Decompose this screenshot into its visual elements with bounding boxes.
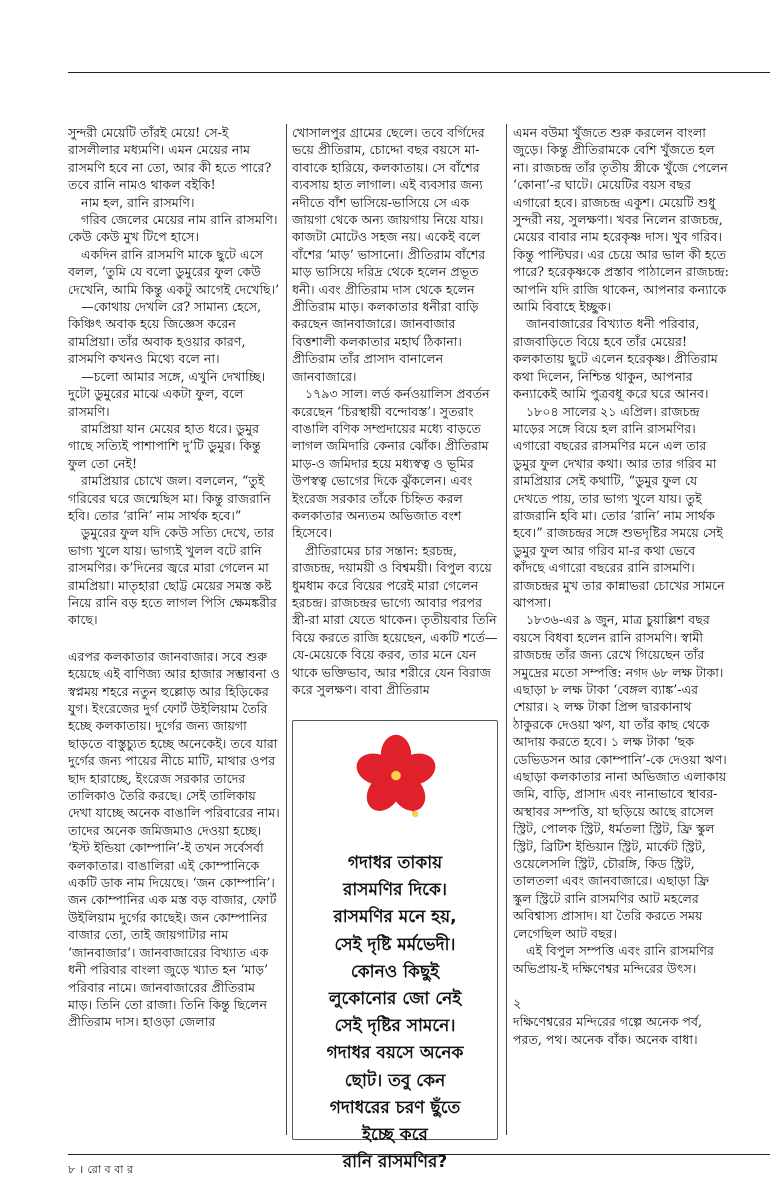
paragraph: জানবাজারের বিখ্যাত ধনী পরিবার, রাজবাড়িতে বিয়ে হবে তাঁর মেয়ের! কলকাতায় ছুটে এলেন হরেকৃষ্ণ। প্রীতিরাম কথা দিলেন, নিশ্চিন্ত থাকুন, আপনার কন্যাকেই আমি পুত্রবধূ করে ঘরে আনব।	[513, 316, 718, 402]
article-column-2	[292, 124, 498, 698]
page-footer	[68, 1154, 770, 1180]
pull-quote-line: গদাধর বয়সে অনেক	[326, 1043, 464, 1064]
paragraph: —কোথায় দেখলি রে? সামান্য হেসে, কিঞ্চিৎ অবাক হয়ে জিজ্ঞেস করেন রামপ্রিয়া। তাঁর অবাক হওয়ার কারণ, রাসমণি কখনও মিথ্যে বলে না।	[68, 299, 262, 367]
pull-quote-box	[292, 720, 498, 1173]
paragraph: খোসালপুর গ্রামের ছেলে। তবে বর্গিদের ভয়ে প্রীতিরাম, চোদ্দো বছর বয়সে মা-বাবাকে হারিয়ে, কলকাতায়। সে বাঁশের ব্যবসায় হাত লাগাল। এই ব্যবসার জন্য নদীতে বাঁশ ভাসিয়ে-ভাসিয়ে সে এক জায়গা থেকে অন্য জায়গায় নিয়ে যায়। কাজটা মোটেও সহজ নয়। একেই বলে বাঁশের ‘মাড়’ ভাসানো। প্রীতিরাম বাঁশের মাড় ভাসিয়ে দরিদ্র থেকে হলেন প্রভূত ধনী। এবং প্রীতিরাম দাস থেকে হলেন প্রীতিরাম মাড়। কলকাতার ধনীরা বাড়ি করছেন জানবাজারে। জানবাজার বিত্তশালী কলকাতার মহার্ঘ ঠিকানা। প্রীতিরাম তাঁর প্রাসাদ বানালেন জানবাজারে।	[292, 125, 486, 384]
paragraph: ১৮৩৬-এর ৯ জুন, মাত্র চুয়াল্লিশ বছর বয়সে বিধবা হলেন রানি রাসমণি। স্বামী রাজচন্দ্র তাঁর জন্য রেখে গিয়েছেন তাঁর সমুদ্রের মতো সম্পত্তি: নগদ ৬৮ লক্ষ টাকা। এছাড়া ৮ লক্ষ টাকা ‘বেঙ্গল ব্যাঙ্ক’-এর শেয়ার। ২ লক্ষ টাকা প্রিন্স দ্বারকানাথ ঠাকুরকে দেওয়া ঋণ, যা তাঁর কাছ থেকে আদায় করতে হবে। ১ লক্ষ টাকা ‘ছক ডেভিডসন আর কোম্পানি’-কে দেওয়া ঋণ। এছাড়া কলকাতার নানা অভিজাত এলাকায় জমি, বাড়ি, প্রাসাদ এবং নানাভাবে স্থাবর-অস্থাবর সম্পত্তি, যা ছড়িয়ে আছে রাসেল স্ট্রিট, পোলক স্ট্রিট, ধর্মতলা স্ট্রিট, ফ্রি স্কুল স্ট্রিট, ব্রিটিশ ইন্ডিয়ান স্ট্রিট, মার্কেট স্ট্রিট, ওয়েলেসলি স্ট্রিট, চৌরঙ্গি, কিড স্ট্রিট, তালতলা এবং জানবাজারে। এছাড়া ফ্রি স্কুল স্ট্রিটে রানি রাসমণির আট মহলের অবিশ্বাস্য প্রাসাদ। যা তৈরি করতে সময় লেগেছিল আট বছর।	[513, 612, 727, 941]
pull-quote-line: সেই দৃষ্টি মর্মভেদী।	[334, 934, 456, 955]
paragraph: সুন্দরী মেয়েটি তাঁরই মেয়ে! সে-ই রাসলীলার মধ্যমণি। এমন মেয়ের নাম রাসমণি হবে না তো, আর কী হতে পারে? তবে রানি নামও থাকল বইকি!	[68, 125, 272, 193]
section-name: রো ব বা র	[87, 1163, 133, 1176]
paragraph: নাম হল, রানি রাসমণি।	[81, 194, 195, 210]
paragraph: একদিন রানি রাসমণি মাকে ছুটে এসে বলল, ‘তুমি যে বলো ডুমুরের ফুল কেউ দেখেনি, আমি কিন্তু একটু আগেই দেখেছি।’	[68, 246, 280, 297]
page-number: ৮	[68, 1163, 76, 1176]
article-column-1	[68, 124, 283, 1031]
pull-quote-line: রাসমণির দিকে।	[343, 880, 447, 901]
pull-quote-line: রাসমণির মনে হয়,	[333, 907, 457, 928]
pull-quote-line: গদাধর তাকায়	[347, 853, 443, 873]
pull-quote-text	[296, 850, 494, 1176]
pull-quote-line: রানি রাসমণির?	[342, 1152, 448, 1173]
hibiscus-flower-icon	[356, 733, 436, 823]
paragraph: এরপর কলকাতার জানবাজার। সবে শুরু হয়েছে এই বাণিজ্য আর হাজার সম্ভাবনা ও স্বপ্নময় শহরে নতুন হুল্লোড় আর হিড়িকের যুগ। ইংরেজের দুর্গ ফোর্ট উইলিয়াম তৈরি হচ্ছে কলকাতায়। দুর্গের জন্য জায়গা ছাড়তে বাস্তুচ্যুত হচ্ছে অনেকেই। তবে যারা দুর্গের জন্য পায়ের নীচে মাটি, মাথার ওপর ছাদ হারাচ্ছে, ইংরেজ সরকার তাদের তালিকাও তৈরি করছে। সেই তালিকায় দেখা যাচ্ছে অনেক বাঙালি পরিবারের নাম। তাদের অনেক জমিজমাও দেওয়া হচ্ছে। ‘ইস্ট ইন্ডিয়া কোম্পানি’-ই তখন সর্বেসর্বা কলকাতার। বাঙালিরা এই কোম্পানিকে একটি ডাক নাম দিয়েছে। ‘জন কোম্পানি’। জন কোম্পানির এক মস্ত বড় বাজার, ফোর্ট উইলিয়াম দুর্গের কাছেই। জন কোম্পানির বাজার তো, তাই জায়গাটার নাম ‘জানবাজার’। জানবাজারের বিখ্যাত এক ধনী পরিবার বাংলা জুড়ে খ্যাত হন ‘মাড়’ পরিবার নামে। জানবাজারের প্রীতিরাম মাড়। তিনি তো রাজা। তিনি কিন্তু ছিলেন প্রীতিরাম দাস। হাওড়া জেলার	[68, 648, 280, 1030]
flower-stamen-tip	[412, 811, 418, 817]
paragraph: ১৮০৪ সালের ২১ এপ্রিল। রাজচন্দ্র মাড়ের সঙ্গে বিয়ে হল রানি রাসমণির। এগারো বছরের রাসমণির মনে এল তার ডুমুর ফুল দেখার কথা। আর তার গরিব মা রামপ্রিয়ার সেই কথাটি, “ডুমুর ফুল যে দেখতে পায়, তার ভাগ্য খুলে যায়। তুই রাজরানি হবি মা। তোর ‘রানি’ নাম সার্থক হবে।” রাজচন্দ্রর সঙ্গে শুভদৃষ্টির সময়ে সেই ডুমুর ফুল আর গরিব মা-র কথা ভেবে কাঁদছে এগারো বছরের রানি রাসমণি। রাজচন্দ্রর মুখ তার কান্নাভরা চোখের সামনে ঝাপসা।	[513, 403, 725, 610]
paragraph: রামপ্রিয়া যান মেয়ের হাত ধরে। ডুমুর গাছে সত্যিই পাশাপাশি দু’টি ডুমুর। কিন্তু ফুল তো নেই!	[68, 420, 261, 471]
pull-quote-line: লুকোনোর জো নেই	[328, 989, 462, 1010]
paragraph: —চলো আমার সঙ্গে, এখুনি দেখাচ্ছি। দুটো ডুমুরের মাঝে একটা ফুল, বলে রাসমণি।	[68, 368, 266, 419]
top-rule	[68, 72, 770, 73]
paragraph: রামপ্রিয়ার চোখে জল। বললেন, “তুই গরিবের ঘরে জন্মেছিস মা। কিন্তু রাজরানি হবি। তোর ‘রানি’ নাম সার্থক হবে।”	[68, 473, 271, 523]
column-divider	[286, 124, 287, 1135]
article-column-3	[513, 124, 729, 1048]
paragraph: প্রীতিরামের চার সন্তান: হরচন্দ্র, রাজচন্দ্র, দয়াময়ী ও বিশ্বময়ী। বিপুল ব্যয়ে ধুমধাম করে বিয়ের পরেই মারা গেলেন হরচন্দ্র। রাজচন্দ্রর ভাগ্যে আবার পরপর স্ত্রী-রা মারা যেতে থাকেন। তৃতীয়বার তিনি বিয়ে করতে রাজি হয়েছেন, একটি শর্তে— যে-মেয়েকে বিয়ে করব, তার মনে যেন থাকে ভক্তিভাব, আর শরীরে যেন বিরাজ করে সুলক্ষণ। বাবা প্রীতিরাম	[292, 542, 498, 697]
column-divider	[506, 124, 507, 1135]
paragraph: এমন বউমা খুঁজতে শুরু করলেন বাংলা জুড়ে। কিন্তু প্রীতিরামকে বেশি খুঁজতে হল না। রাজচন্দ্র তাঁর তৃতীয় স্ত্রীকে খুঁজে পেলেন ‘কোনা’-র ঘাটে। মেয়েটির বয়স বছর এগারো হবে। রাজচন্দ্র একুশ। মেয়েটি শুধু সুন্দরী নয়, সুলক্ষণা। খবর নিলেন রাজচন্দ্র, মেয়ের বাবার নাম হরেকৃষ্ণ দাস। খুব গরিব। কিন্তু পাল্টিঘর। এর চেয়ে আর ভাল কী হতে পারে? হরেকৃষ্ণকে প্রস্তাব পাঠালেন রাজচন্দ্র: আপনি যদি রাজি থাকেন, আপনার কন্যাকে আমি বিবাহে ইচ্ছুক।	[513, 125, 729, 315]
paragraph: ডুমুরের ফুল যদি কেউ সত্যি দেখে, তার ভাগ্য খুলে যায়। ভাগ্যই খুলল বটে রানি রাসমণির। ক’দিনের জ্বরে মারা গেলেন মা রামপ্রিয়া। মাতৃহারা ছোট্ট মেয়ের সমস্ত কষ্ট নিয়ে রানি বড় হতে লাগল পিসি ক্ষেমঙ্করীর কাছে।	[68, 525, 277, 628]
paragraph: দক্ষিণেশ্বরের মন্দিরের গল্পে অনেক পর্ব, পরত, পথ। অনেক বাঁক। অনেক বাধা।	[513, 1014, 702, 1047]
paragraph: গরিব জেলের মেয়ের নাম রানি রাসমণি। কেউ কেউ মুখ টিপে হাসে।	[68, 212, 278, 245]
pull-quote-line: গদাধরের চরণ ছুঁতে	[329, 1097, 461, 1118]
paragraph: ১৭৯৩ সাল। লর্ড কর্নওয়ালিস প্রবর্তন করেছেন ‘চিরস্থায়ী বন্দোবস্ত’। সুতরাং বাঙালি বণিক সম্প্রদায়ের মধ্যে বাড়তে লাগল জমিদারি কেনার ঝোঁক। প্রীতিরাম মাড়-ও জমিদার হয়ে মধ্যস্বত্ব ও ভূমির উপস্বত্ব ভোগের দিকে ঝুঁকলেন। এবং ইংরেজ সরকার তাঁকে চিহ্নিত করল কলকাতার অন্যতম অভিজাত বংশ হিসেবে।	[292, 386, 490, 541]
footer-separator: ।	[79, 1163, 84, 1176]
pull-quote-line: সেই দৃষ্টির সামনে।	[334, 1016, 456, 1037]
flower-center	[391, 771, 401, 781]
section-number: ২	[513, 996, 522, 1012]
pull-quote-line: ইচ্ছে করে	[362, 1125, 428, 1146]
pull-quote-line: কোনও কিছুই	[350, 961, 440, 982]
paragraph: এই বিপুল সম্পত্তি এবং রানি রাসমণির অভিপ্রায়-ই দক্ষিণেশ্বর মন্দিরের উৎস।	[513, 943, 714, 976]
pull-quote-line: ছোট। তবু কেন	[344, 1070, 446, 1091]
